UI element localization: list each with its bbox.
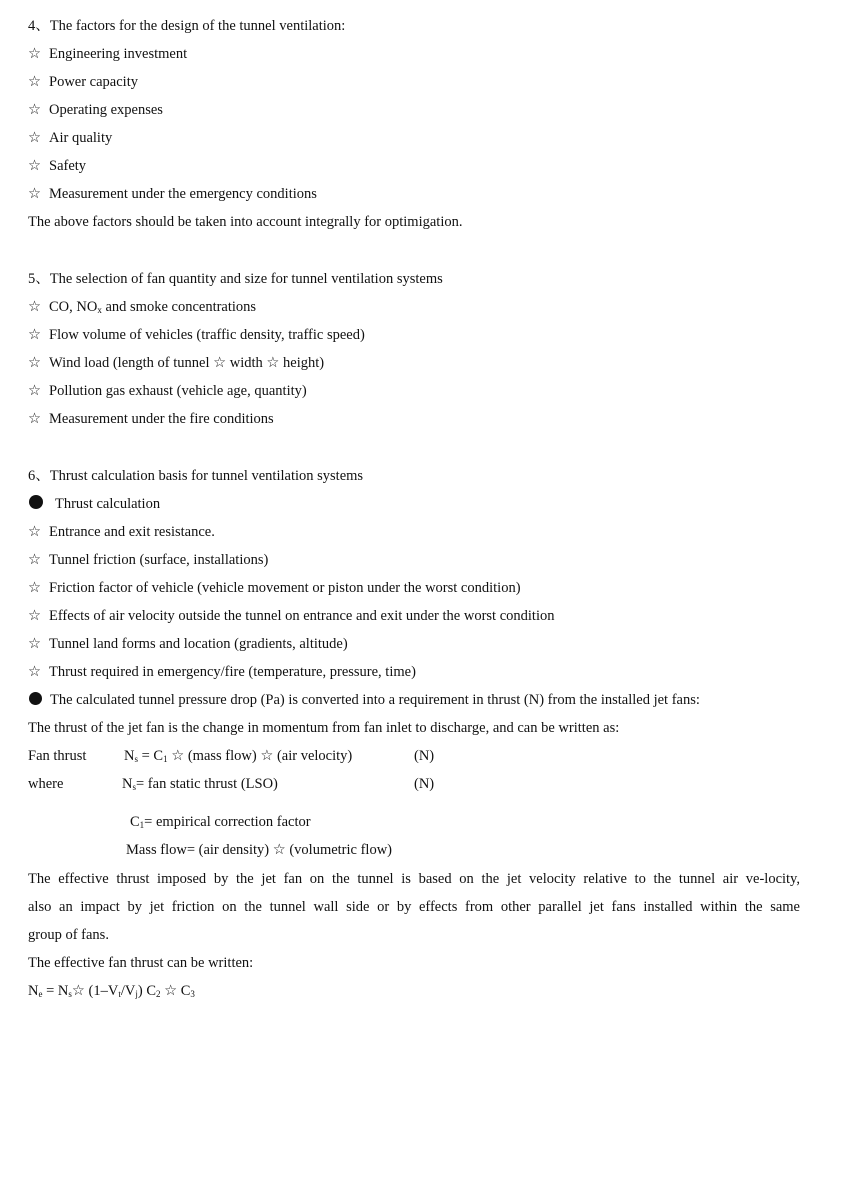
star-bullet-icon: ☆ [28,552,41,568]
star-bullet-icon: ☆ [28,46,41,62]
fan-thrust-label: Fan thrust [28,748,87,764]
filled-circle-bullet-icon [29,692,42,705]
star-bullet-icon: ☆ [28,383,41,399]
list-item: ☆ Wind load (length of tunnel ☆ width ☆ height) [28,355,325,371]
star-bullet-icon: ☆ [28,411,41,427]
fan-thrust-equation: $N_s = C_1$ ☆ (mass flow) ☆ (air velocity) [124,748,353,764]
section-4-heading: 4、The factors for the design of the tunnel ventilation: [28,18,346,34]
star-bullet-icon: ☆ [28,158,41,174]
c1-definition: $C_1=$ empirical correction factor [130,814,311,830]
unit-label: (N) [414,748,435,764]
list-item: ☆ CO, $NO_x$ and smoke concentrations [28,299,257,315]
list-item: ☆ Air quality [28,130,113,146]
section-5-heading: 5、The selection of fan quantity and size for tunnel ventilation systems [28,271,443,287]
section-6-heading: 6、Thrust calculation basis for tunnel ventilation systems [28,468,364,484]
list-item: ☆ Pollution gas exhaust (vehicle age, quantity) [28,383,307,399]
star-bullet-icon: ☆ [28,130,41,146]
star-bullet-icon: ☆ [28,608,41,624]
mass-flow-definition: Mass flow= (air density) ☆ (volumetric flow) [126,842,393,858]
star-bullet-icon: ☆ [28,186,41,202]
star-bullet-icon: ☆ [28,327,41,343]
unit-label: (N) [414,776,435,792]
star-bullet-icon: ☆ [28,524,41,540]
list-item: ☆ Effects of air velocity outside the tunnel on entrance and exit under the worst condition [28,608,555,624]
star-bullet-icon: ☆ [28,74,41,90]
effective-thrust-formula: $N_e$ = $N_s☆$ $(1-V_t/V_j)$ $C_2$ ☆ $C_3$ [28,983,195,999]
filled-circle-bullet-icon [29,495,43,509]
star-bullet-icon: ☆ [28,664,41,680]
list-item: ☆ Measurement under the emergency conditions [28,186,317,202]
star-bullet-icon: ☆ [28,636,41,652]
list-item: ☆ Tunnel land forms and location (gradients, altitude) [28,636,348,652]
list-item: ☆ Power capacity [28,74,138,90]
list-item: ☆ Flow volume of vehicles (traffic density, traffic speed) [28,327,365,343]
effective-thrust-paragraph-line: also an impact by jet friction on the tunnel wall side or by effects from other parallel jet fans installed within the same [28,899,800,915]
effective-thrust-paragraph-line: group of fans. [28,927,109,943]
list-item: Thrust calculation [28,495,160,513]
list-item: ☆ Thrust required in emergency/fire (temperature, pressure, time) [28,664,416,680]
list-item: ☆ Operating expenses [28,102,163,118]
list-item: ☆ Friction factor of vehicle (vehicle movement or piston under the worst condition) [28,580,521,596]
where-definition: $N_s=$ fan static thrust (LSO) [122,776,278,792]
star-bullet-icon: ☆ [28,580,41,596]
effective-thrust-label: The effective fan thrust can be written: [28,955,254,971]
list-item: ☆ Safety [28,158,87,174]
momentum-text: The thrust of the jet fan is the change in momentum from fan inlet to discharge, and can be written as: [28,720,620,736]
star-bullet-icon: ☆ [28,299,41,315]
where-label: where [28,776,64,792]
effective-thrust-paragraph-line: The effective thrust imposed by the jet fan on the tunnel is based on the jet velocity relative to the tunnel air ve-locity, [28,871,800,887]
list-item: ☆ Engineering investment [28,46,188,62]
star-bullet-icon: ☆ [28,355,41,371]
star-bullet-icon: ☆ [28,102,41,118]
list-item: ☆ Tunnel friction (surface, installations) [28,552,269,568]
list-item: The calculated tunnel pressure drop (Pa) is converted into a requirement in thrust (N) from the installed jet fans: [28,691,700,709]
section-4-summary: The above factors should be taken into account integrally for optimigation. [28,214,463,230]
list-item: ☆ Entrance and exit resistance. [28,524,215,540]
list-item: ☆ Measurement under the fire conditions [28,411,274,427]
